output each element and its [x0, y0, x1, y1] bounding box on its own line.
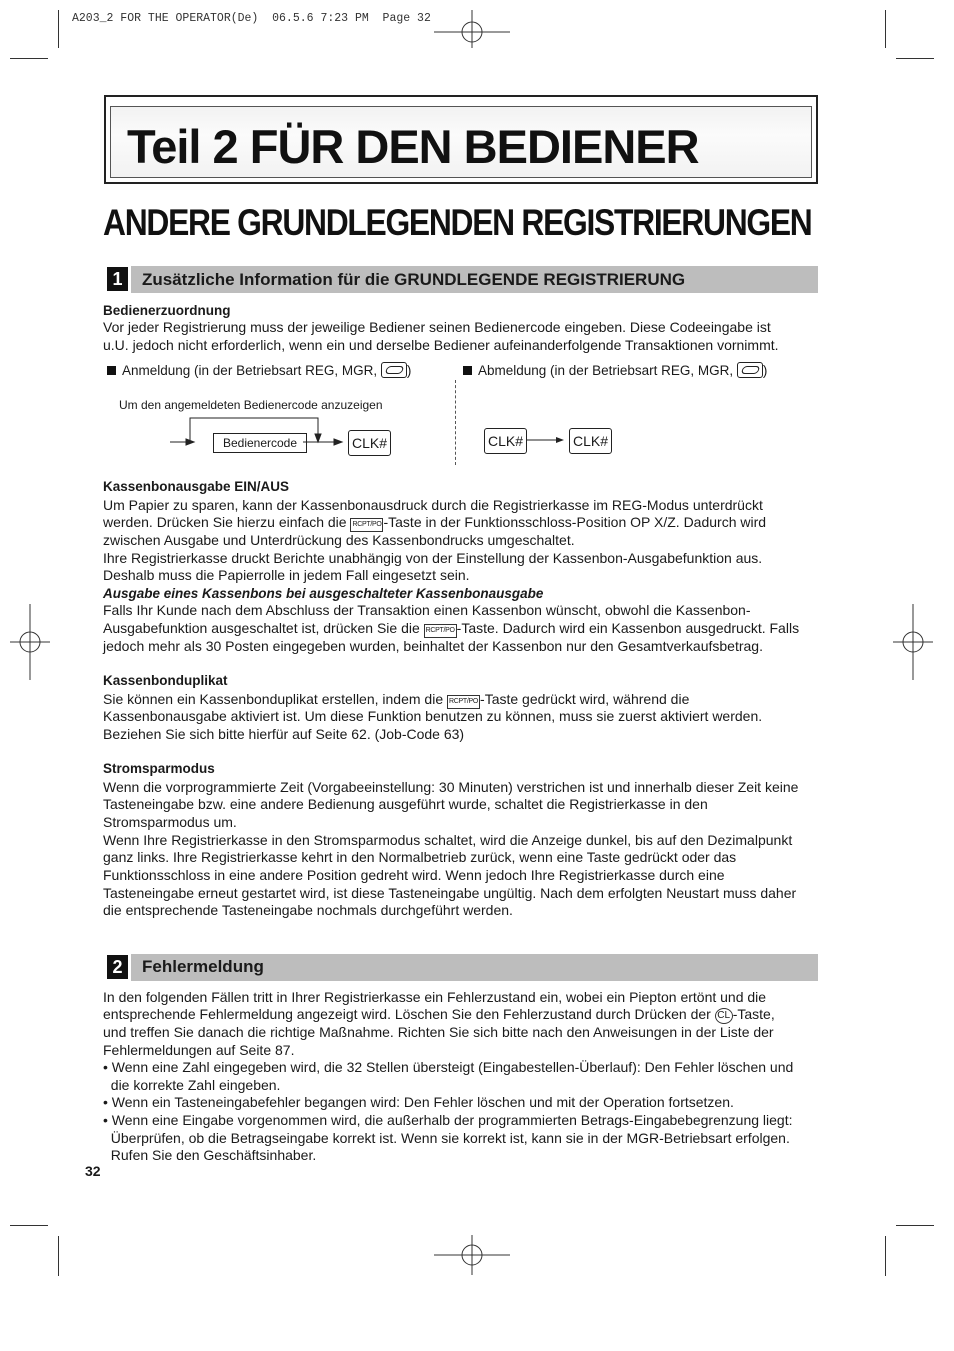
rcpt-key-icon: RCPT/PO: [447, 695, 480, 709]
error-line-2: entsprechende Fehlermeldung angezeigt wird. Löschen Sie den Fehlerzustand durch Drücken der CL -Taste,: [103, 1006, 775, 1022]
receipt-line-3: zwischen Ausgabe und Unterdrückung des Kassenbondrucks umgeschaltet.: [103, 532, 575, 548]
error-bullet: Überprüfen, ob die Betragseingabe korrekt ist. Wenn sie korrekt ist, kann sie in der MGR-Betriebsart erfolgen.: [103, 1130, 790, 1146]
power-line: die entsprechende Tasteneingabe nochmals durchgeführt werden.: [103, 902, 513, 918]
clk-key-icon: CLK#: [348, 430, 391, 456]
section-number-1: 1: [107, 267, 128, 291]
operator-line-2: u.U. jedoch nicht erforderlich, wenn ein und derselbe Bediener aufeinanderfolgende Transaktionen vornimmt.: [103, 337, 779, 353]
logout-label-row: Abmeldung (in der Betriebsart REG, MGR, ): [463, 362, 767, 380]
page-number: 32: [85, 1163, 101, 1179]
error-line-4: Fehlermeldungen auf Seite 87.: [103, 1042, 295, 1058]
cl-key-icon: CL: [715, 1008, 733, 1024]
receipt-line-5: Deshalb muss die Papierrolle in jedem Fall eingesetzt sein.: [103, 567, 470, 583]
login-label-row: Anmeldung (in der Betriebsart REG, MGR, ): [107, 362, 411, 380]
duplicate-line-2: Kassenbonausgabe aktiviert ist. Um diese Funktion benutzen zu können, muss sie zuerst aktiviert werden.: [103, 708, 763, 724]
receipt-line-4: Ihre Registrierkasse druckt Berichte unabhängig von der Einstellung der Kassenbon-Ausgabefunktion aus.: [103, 550, 763, 566]
arrow-right-icon: [524, 432, 568, 448]
operator-code-box: Bedienercode: [213, 433, 307, 453]
mode-key-icon: [381, 362, 407, 378]
clk-key-icon: CLK#: [569, 428, 612, 454]
bullet-square-icon: [463, 366, 472, 375]
error-line-3: und treffen Sie danach die richtige Maßnahme. Richten Sie sich bitte nach den Anweisungen in der Liste der: [103, 1024, 774, 1040]
receipt-line-1: Um Papier zu sparen, kann der Kassenbonausdruck durch die Registrierkasse im REG-Modus unterdrückt: [103, 497, 763, 513]
power-line: Stromsparmodus um.: [103, 814, 237, 830]
receipt-line-2: werden. Drücken Sie hierzu einfach die RCPT/PO -Taste in der Funktionsschloss-Position OP X/Z. Dadurch wird: [103, 514, 767, 530]
power-line: Tasteneingabe bzw. eine andere Bedienung ausgeführt wurde, schaltet die Registrierkasse in den: [103, 796, 708, 812]
error-bullet: • Wenn ein Tasteneingabefehler begangen wird: Den Fehler löschen und mit der Operation fortsetzen.: [103, 1094, 734, 1110]
duplicate-heading: Kassenbonduplikat: [103, 673, 228, 688]
error-bullet: Rufen Sie den Geschäftsinhaber.: [103, 1147, 317, 1163]
power-line: ganz links. Ihre Registrierkasse kehrt in den Normalbetrieb zurück, wenn eine Taste gedrückt oder das: [103, 849, 737, 865]
section-title-2: Fehlermeldung: [142, 957, 264, 976]
duplicate-line-3: Beziehen Sie sich bitte hierfür auf Seite 62. (Job-Code 63): [103, 726, 465, 742]
power-line: Wenn die vorprogrammierte Zeit (Vorgabeeinstellung: 30 Minuten) verstrichen ist und innerhalb dieser Zeit keine: [103, 779, 799, 795]
error-line-1: In den folgenden Fällen tritt in Ihrer Registrierkasse ein Fehlerzustand ein, wobei ein Piepton ertönt und die: [103, 989, 767, 1005]
power-line: Wenn Ihre Registrierkasse in den Stromsparmodus schaltet, wird die Anzeige dunkel, bis auf den Dezimalpunkt: [103, 832, 793, 848]
receipt-italic-heading: Ausgabe eines Kassenbons bei ausgeschalteter Kassenbonausgabe: [103, 586, 544, 601]
diagram-note: Um den angemeldeten Bedienercode anzuzeigen: [119, 398, 383, 412]
clk-key-icon: CLK#: [484, 428, 527, 454]
power-heading: Stromsparmodus: [103, 761, 215, 776]
rcpt-key-icon: RCPT/PO: [350, 518, 383, 532]
operator-heading: Bedienerzuordnung: [103, 303, 231, 318]
receipt-line-8: jedoch mehr als 30 Posten eingegeben wurden, beinhaltet der Kassenbon nur den Gesamtverkaufsbetrag.: [103, 638, 763, 654]
section-title-1: Zusätzliche Information für die GRUNDLEGENDE REGISTRIERUNG: [142, 270, 686, 289]
section-number-2: 2: [107, 955, 128, 979]
section-bar-2: [131, 954, 818, 981]
print-header: A203_2 FOR THE OPERATOR(De) 06.5.6 7:23 PM Page 32: [72, 12, 431, 25]
error-bullet: die korrekte Zahl eingeben.: [103, 1077, 281, 1093]
section-bar-1: [131, 266, 818, 293]
operator-line-1: Vor jeder Registrierung muss der jeweilige Bediener seinen Bedienercode eingeben. Diese Codeeingabe ist: [103, 319, 771, 335]
receipt-line-6: Falls Ihr Kunde nach dem Abschluss der Transaktion einen Kassenbon wünscht, obwohl die Kassenbon-: [103, 602, 751, 618]
error-bullet: • Wenn eine Eingabe vorgenommen wird, die außerhalb der programmierten Betrags-Eingabebegrenzung liegt:: [103, 1112, 793, 1128]
part-title-box: [104, 95, 818, 184]
divider: [455, 380, 456, 465]
error-bullet: • Wenn eine Zahl eingegeben wird, die 32 Stellen übersteigt (Eingabestellen-Überlauf): Den Fehler löschen und: [103, 1059, 794, 1075]
main-heading: ANDERE GRUNDLEGENDEN REGISTRIERUNGEN: [103, 202, 812, 243]
part-title: Teil 2 FÜR DEN BEDIENER: [127, 120, 699, 173]
duplicate-line-1: Sie können ein Kassenbonduplikat erstellen, indem die RCPT/PO -Taste gedrückt wird, während die: [103, 691, 690, 707]
power-line: Funktionsschloss in eine andere Position gedreht wird. Wenn jedoch Ihre Registrierkasse durch eine: [103, 867, 725, 883]
rcpt-key-icon: RCPT/PO: [424, 624, 457, 638]
receipt-line-7: Ausgabefunktion ausgeschaltet ist, drücken Sie die RCPT/PO -Taste. Dadurch wird ein Kassenbon ausgedruckt. Falls: [103, 620, 800, 636]
mode-key-icon: [737, 362, 763, 378]
power-line: Tasteneingabe erneut gestartet wird, ist diese Tasteneingabe ungültig. Nach dem erfolgten Neustart muss daher: [103, 885, 797, 901]
receipt-heading: Kassenbonausgabe EIN/AUS: [103, 479, 290, 494]
bullet-square-icon: [107, 366, 116, 375]
